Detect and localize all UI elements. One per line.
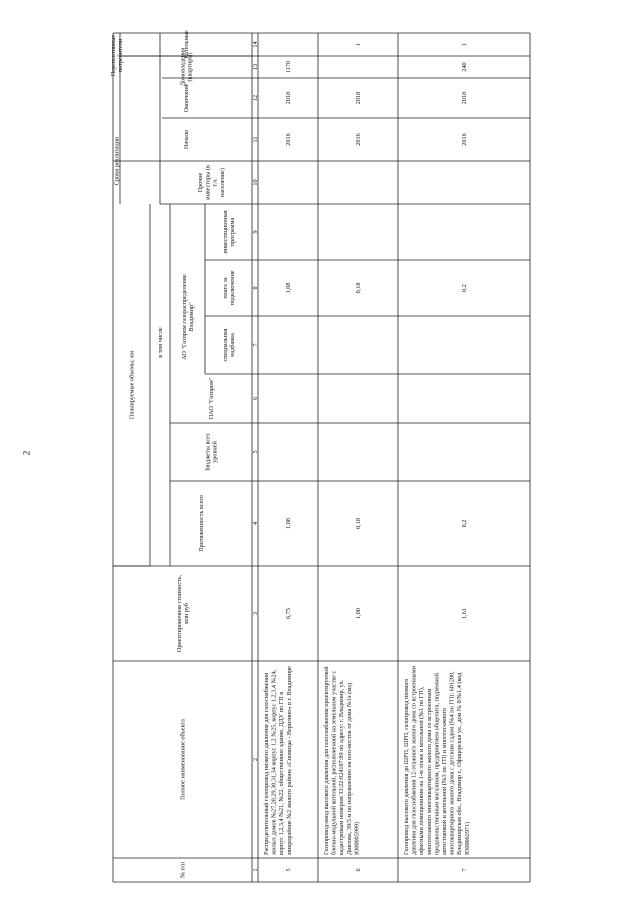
column-number-text: 4	[252, 521, 259, 526]
header-name-text: Полное наименование объекта	[179, 719, 187, 800]
row-5-households-text: 1170	[285, 60, 292, 74]
column-number	[252, 286, 259, 289]
row-5-connection-fee	[285, 283, 292, 294]
row-7-name-text: Газопровод высокого давления до ШРП, ШРП, газопровод низкогодавления для газоснабжения 12-этажного жилого дома со встроеннымиофисными помещениями на 1-м этаже и котельной (№1 по ГП),многоэтажного многоквартирного жилого дома со встроеннымпродовольственным магазином, предприятием общепита, подземнойавтостоянкой и котельной (№3 по ГП) и многоэтажногомногоквартирного жилого дома с детским садом (№4 по ГП): 601280,Владимирская обл., Владимир г., Офицерская ул., дом № 8/№1,4 (кодЮ00002971)	[403, 666, 471, 855]
header-budget	[204, 432, 218, 471]
header-other-text: Прочиеинвесторы (вт.ч.население)	[196, 165, 227, 200]
column-number	[252, 64, 259, 70]
row-5-end-text: 2018	[285, 91, 292, 105]
column-number	[252, 95, 259, 101]
header-no-text: № п/п	[179, 862, 187, 878]
column-number-text: 11	[252, 136, 259, 143]
row-6-name-text: Газопровод-ввод высокого давления для газоснабжения проектируемойблочно-модульной котельной, расположенной на земельном участке скадастровым номером 33:22:024187:89 по адресу: г. Владимир, ул.Диктова, 39/3 м по направлению на юго-восток от дома №1а (кодЮ00005999)	[323, 666, 361, 855]
column-number-text: 8	[252, 286, 259, 290]
row-7-boilers-text: 1	[461, 42, 468, 47]
column-number	[252, 868, 259, 871]
header-end	[183, 83, 190, 112]
column-number	[252, 397, 259, 400]
row-6-connection-fee-text: 0,18	[355, 282, 362, 294]
header-gazprom-vladimir	[181, 274, 195, 360]
row-5-start-text: 2016	[285, 133, 292, 146]
row-7-cost	[461, 608, 468, 619]
row-6-end	[355, 92, 362, 104]
row-5-name-text: Распределительный газопровод низкого давления для газоснабженияжилых домов №27,28,29,30,31,34 корпус 1,2 №25, корпус 1,2,3,4 №24,корпус 1,2,3,4 №21, №22, общественное здание, ДДУ по ГП вмикрорайоне №2 жилого района «Сновицы - Веризино» в г. Владимире	[263, 666, 293, 855]
column-number	[252, 343, 259, 346]
header-consumers	[110, 35, 124, 76]
row-5-no-text: 5	[285, 868, 292, 872]
column-number	[252, 450, 259, 453]
table-labels	[110, 30, 471, 878]
header-length	[198, 495, 205, 552]
header-cost-text: Ориентировочная стоимость,млн руб	[175, 574, 191, 653]
column-number-text: 9	[252, 230, 259, 234]
row-6-cost-text: 1,00	[355, 608, 362, 619]
header-budget-text: Бюджеты всехуровней	[204, 433, 219, 471]
column-number-text: 10	[252, 179, 259, 186]
header-households-text: Домовладения(квартиры)	[179, 47, 194, 87]
column-number-text: 14	[252, 41, 259, 48]
row-7-households-text: 240	[461, 62, 468, 72]
header-planned	[129, 351, 136, 419]
row-6-no-text: 6	[355, 868, 362, 872]
row-6-length	[355, 518, 362, 529]
row-7-start	[461, 133, 468, 145]
header-cost	[176, 574, 190, 652]
row-6-cost	[355, 608, 362, 619]
header-timing	[114, 136, 121, 185]
column-number-text: 7	[252, 343, 259, 347]
column-number-text: 13	[252, 63, 259, 71]
row-7-households	[461, 62, 468, 71]
header-pao-text: ПАО "Газпром"	[208, 377, 215, 420]
row-6-name	[323, 666, 360, 855]
column-number	[252, 612, 259, 615]
header-end-text: Окончание	[183, 83, 190, 113]
row-6-boilers	[355, 43, 362, 46]
header-special	[222, 328, 236, 361]
header-special-text: специальнаянадбавка	[221, 328, 237, 362]
column-number-text: 1	[252, 868, 259, 872]
row-6-end-text: 2018	[355, 91, 362, 105]
column-number-text: 3	[252, 611, 259, 616]
row-5-start	[285, 133, 292, 145]
column-number-text: 12	[252, 94, 259, 102]
row-5-end	[285, 92, 292, 104]
header-gazprom-vladimir-text: АО "Газпром газораспределениеВладимир"	[180, 274, 196, 360]
header-start-text: Начало	[183, 129, 190, 150]
row-7-cost-text: 1,61	[461, 608, 468, 619]
row-5-connection-fee-text: 1,08	[285, 282, 292, 294]
header-timing-text: Сроки реализации	[113, 136, 121, 186]
header-other	[197, 165, 226, 200]
header-connection-text: плата заподключение	[221, 270, 237, 306]
row-5-households	[285, 61, 292, 73]
row-7-no	[461, 868, 468, 871]
column-number	[252, 179, 259, 185]
row-5-name	[263, 666, 293, 856]
column-number	[252, 230, 259, 233]
row-7-no-text: 7	[461, 868, 468, 872]
header-no	[180, 861, 187, 877]
row-6-boilers-text: 1	[355, 42, 362, 47]
column-number-text: 2	[252, 757, 259, 762]
header-pao	[208, 377, 215, 419]
row-7-end	[461, 92, 468, 104]
column-number-text: 5	[252, 450, 259, 454]
row-7-connection-fee-text: 0,2	[461, 284, 468, 292]
row-5-length	[285, 518, 292, 529]
header-boilers-text: Котельные	[183, 30, 190, 59]
column-number	[252, 758, 259, 761]
header-incl	[157, 327, 164, 358]
row-6-start-text: 2016	[355, 133, 362, 146]
header-connection	[222, 270, 236, 305]
row-6-no	[355, 868, 362, 871]
row-7-name	[403, 665, 471, 855]
header-name	[180, 719, 187, 800]
row-5-cost-text: 6,75	[285, 608, 292, 619]
header-incl-text: в том числе	[157, 327, 164, 358]
row-7-start-text: 2016	[461, 133, 468, 146]
column-number	[252, 137, 259, 143]
column-number	[252, 41, 259, 47]
row-6-connection-fee	[355, 283, 362, 294]
table-grid	[113, 33, 530, 882]
row-6-start	[355, 133, 362, 145]
row-6-length-text: 0,18	[355, 518, 362, 529]
header-invest-text: инвестиционнаяпрограмма	[221, 210, 237, 254]
row-5-cost	[285, 608, 292, 619]
row-7-length	[461, 520, 468, 528]
row-7-boilers	[461, 43, 468, 46]
row-7-connection-fee	[461, 284, 468, 292]
header-boilers	[183, 30, 190, 59]
header-planned-text: Планируемые объемы, км	[128, 350, 136, 420]
row-5-no	[285, 868, 292, 871]
row-7-length-text: 0,2	[461, 519, 468, 528]
header-consumers-text: Перспективныепотребители	[109, 34, 125, 77]
column-number-text: 6	[252, 396, 259, 401]
header-start	[183, 130, 190, 149]
header-invest	[222, 210, 236, 253]
column-number	[252, 522, 259, 525]
row-7-end-text: 2018	[461, 91, 468, 105]
page-number: 2	[21, 450, 32, 456]
row-5-length-text: 1,08	[285, 518, 292, 529]
header-length-text: Протяженность всего	[198, 495, 205, 552]
